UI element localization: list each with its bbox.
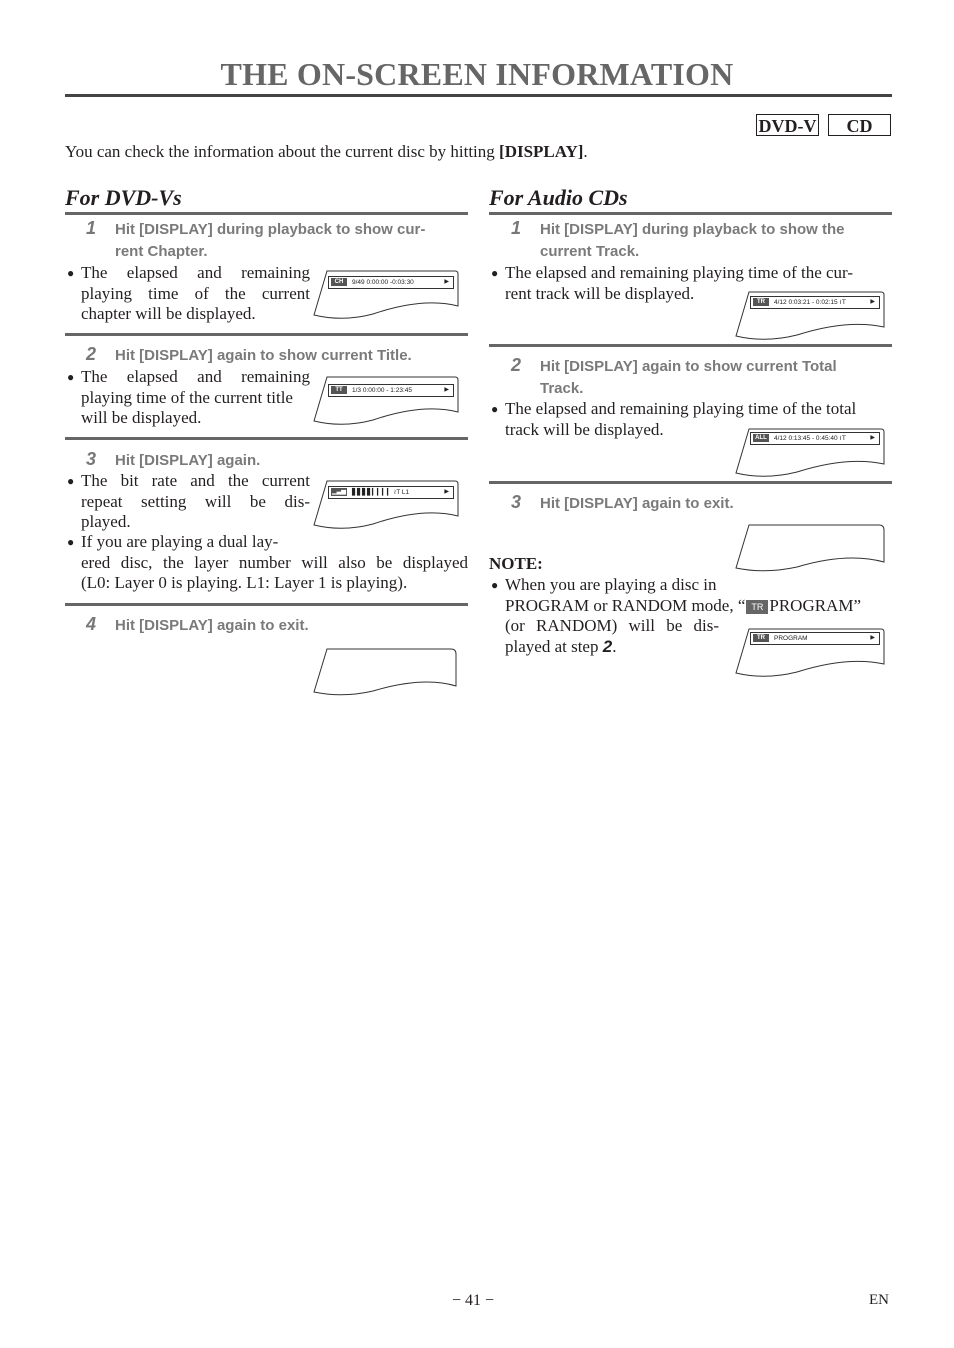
cd-step3-number: 3 [511, 492, 522, 512]
cd-heading: For Audio CDs [489, 185, 628, 210]
cd-step2-bullet: ● The elapsed and remaining playing time of the total track will be displayed. [491, 399, 857, 439]
page-title: THE ON-SCREEN INFORMATION [220, 56, 734, 92]
cd-total-osd: ALL 4/12 0:13:45 - 0:45:40 ≀T ▶ [750, 432, 880, 445]
cd-track-osd: TR 4/12 0:03:21 - 0:02:15 ≀T ▶ [750, 296, 880, 309]
cd-badge: CD [828, 114, 891, 136]
cd-step1-bullet: ● The elapsed and remaining playing time of the cur- rent track will be displayed. [491, 263, 854, 303]
cd-step2-rule [489, 344, 892, 347]
dvd-v-badge: DVD-V [756, 114, 819, 136]
language-tag: EN [869, 1292, 889, 1308]
dvd-heading: For DVD-Vs [65, 185, 182, 210]
dvd-step3-bullet2: ● If you are playing a dual lay- ered disc, the layer number will also be displayed (L0: Layer 0 is playing. L1: Layer 1 is playing). [67, 532, 468, 592]
dvd-step2-bullet: ● The elapsed and remaining playing time of the current title will be displayed. [67, 367, 310, 427]
cd-step3-rule [489, 481, 892, 484]
chapter-icon: CH [331, 278, 347, 286]
dvd-title-osd: TT 1/3 0:00:00 - 1:23:45 ▶ [328, 384, 454, 397]
cd-blank-screen [735, 524, 887, 572]
cd-step1-instruction: Hit [DISPLAY] during playback to show the current Track. [540, 221, 845, 260]
note-label: NOTE: [489, 554, 543, 573]
cd-step3-instruction: Hit [DISPLAY] again to exit. [540, 495, 734, 512]
title-icon: TT [331, 386, 347, 394]
dvd-step1-bullet: ● The elapsed and remaining playing time of the current chapter will be displayed. [67, 263, 310, 323]
dvd-step2-instruction: Hit [DISPLAY] again to show current Title. [115, 347, 412, 364]
dvd-step1-number: 1 [86, 218, 97, 238]
track-icon: TR [746, 600, 768, 614]
play-icon: ▶ [444, 279, 449, 285]
cd-rule [489, 212, 892, 215]
intro-text: You can check the information about the current disc by hitting [DISPLAY]. [65, 142, 588, 161]
play-icon: ▶ [870, 435, 875, 441]
title-rule [65, 94, 892, 97]
dvd-step2-rule [65, 333, 468, 336]
dvd-step4-instruction: Hit [DISPLAY] again to exit. [115, 617, 309, 634]
play-icon: ▶ [444, 489, 449, 495]
dvd-step3-instruction: Hit [DISPLAY] again. [115, 452, 261, 469]
dvd-step3-bullet: ● The bit rate and the current repeat setting will be dis- played. [67, 471, 310, 531]
dvd-chapter-osd: CH 9/49 0:00:00 -0:03:30 ▶ [328, 276, 454, 289]
note-text: ● When you are playing a disc in PROGRAM or RANDOM mode, “ TR PROGRAM” (or RANDOM) will be dis- played at step 2. [491, 575, 861, 656]
track-icon: TR [753, 634, 769, 642]
dvd-blank-screen [313, 648, 459, 696]
cd-step1-number: 1 [511, 218, 522, 238]
track-icon: TR [753, 298, 769, 306]
dvd-step4-number: 4 [86, 614, 97, 634]
dvd-step3-rule [65, 437, 468, 440]
cd-step2-number: 2 [511, 355, 522, 375]
dvd-step1-instruction: Hit [DISPLAY] during playback to show cur- rent Chapter. [115, 221, 426, 260]
all-track-icon: ALL [753, 434, 769, 442]
play-icon: ▶ [444, 387, 449, 393]
dvd-bitrate-osd: ▁▃▅ ▋▋▋▋▎▎▎▎ ≀T L1 ▶ [328, 486, 454, 499]
bitrate-icon: ▁▃▅ [332, 489, 346, 495]
dvd-step4-rule [65, 603, 468, 606]
dvd-rule [65, 212, 468, 215]
page-number: − 41 − [452, 1292, 495, 1309]
play-icon: ▶ [870, 635, 875, 641]
cd-step2-instruction: Hit [DISPLAY] again to show current Total Track. [540, 358, 837, 397]
play-icon: ▶ [870, 299, 875, 305]
cd-program-osd: TR PROGRAM ▶ [750, 632, 880, 645]
dvd-step3-number: 3 [86, 449, 97, 469]
dvd-step2-number: 2 [86, 344, 97, 364]
